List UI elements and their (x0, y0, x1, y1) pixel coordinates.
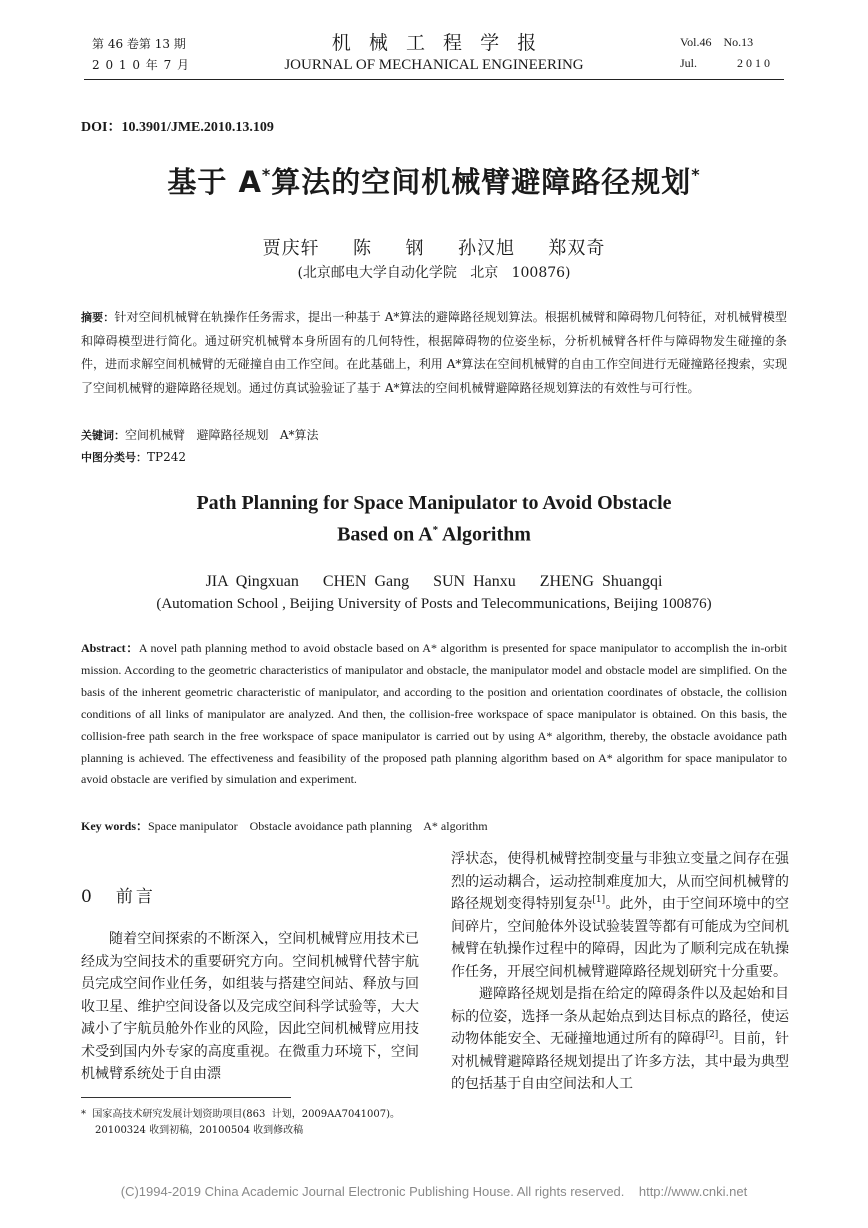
copyright-notice: (C)1994-2019 China Academic Journal Electronic Publishing House. All rights reserved. http://www.cnki.net (120, 1184, 748, 1199)
abstract-cn-label: 摘要： (81, 311, 115, 324)
authors-en: JIA Qingxuan CHEN Gang SUN Hanxu ZHENG Shuangqi (205, 573, 663, 590)
journal-name-en: JOURNAL OF MECHANICAL ENGINEERING (284, 57, 584, 73)
section-number: 0 (81, 887, 92, 907)
keywords-en-label: Key words： (81, 819, 148, 833)
citation-ref-1[interactable]: [1] (592, 895, 606, 905)
header-volume-cn: 第 46 卷第 13 期 (92, 37, 186, 51)
citation-ref-2[interactable]: [2] (705, 1030, 719, 1040)
clc-text: TP242 (147, 450, 186, 464)
footnote (81, 1107, 431, 1139)
paper-title-cn (0, 160, 868, 201)
body-column-left (81, 928, 419, 1086)
body-text: 。目前，针对机械臂避障路径规划提出了许多方法，其中最为典型的包括基于自由空间法和人工 (451, 1031, 790, 1092)
abstract-cn-text: 针对空间机械臂在轨操作任务需求，提出一种基于 A*算法的避障路径规划算法。根据机械臂和障碍物几何特征，对机械臂模型和障碍模型进行简化。通过研究机械臂本身所固有的几何特性，根据障碍物的位姿坐标，分析机械臂各杆件与障碍物发生碰撞的条件，进而求解空间机械臂的无碰撞自由工作空间。在此基础上，利用 A*算法在空间机械臂的自由工作空间进行无碰撞路径搜索，实现了空间机械臂的避障路径规划。通过仿真试验验证了基于 A*算法的空间机械臂避障路径规划算法的有效性与可行性。 (81, 310, 787, 395)
title-en-line2-a: Based on A (337, 523, 433, 546)
paper-title-en (0, 490, 868, 549)
keywords-cn-label: 关键词： (81, 429, 125, 442)
header-month-en: Jul. (680, 56, 698, 70)
title-en-line2-b: Algorithm (438, 523, 531, 546)
affiliation-cn: (北京邮电大学自动化学院 北京 100876) (297, 265, 571, 281)
body-column-right (451, 848, 789, 1096)
title-en-line1: Path Planning for Space Manipulator to Avoid Obstacle (196, 492, 672, 514)
section-heading (81, 882, 156, 907)
header-year-en: 2 0 1 0 (737, 56, 770, 70)
body-paragraph (451, 983, 789, 1096)
section-title: 前言 (115, 887, 156, 907)
footnote-line1: * 国家高技术研究发展计划资助项目(863 计划，2009AA7041007)。 (81, 1109, 401, 1120)
keywords-en-text: Space manipulator Obstacle avoidance path planning A* algorithm (148, 819, 488, 833)
title-cn-star: * (261, 165, 272, 184)
doi-link[interactable]: DOI：10.3901/JME.2010.13.109 (81, 120, 274, 135)
body-paragraph (451, 848, 789, 983)
abstract-en-text: A novel path planning method to avoid obstacle based on A* algorithm is presented for space manipulator to accomplish the in-orbit mission. According to the geometric characteristics of manipulator and obstacle, the manipulator model and obstacle model are simplified. On the basis of the inherent geometric characteristic of manipulator, and according to the position and orientation coordinates of obstacle, the collision conditions of all links of manipulator are analyzed. And then, the collision-free workspace of space manipulator is obtained. On this basis, the collision-free path search in the free workspace of space manipulator is carried out by using A* algorithm, thereby, the obstacle avoidance path planning is achieved. The effectiveness and feasibility of the proposed path planning algorithm based on A* algorithm for space manipulator to avoid obstacle are verified by simulation and experiment. (81, 641, 788, 787)
body-text: 浮状态，使得机械臂控制变量与非独立变量之间存在强烈的运动耦合，运动控制难度加大，从而空间机械臂的路径规划变得特别复杂 (451, 851, 789, 912)
affiliation-en: (Automation School , Beijing University of Posts and Telecommunications, Beijing 100876) (156, 596, 712, 612)
authors-cn: 贾庆轩 陈 钢 孙汉旭 郑双奇 (262, 238, 606, 259)
footnote-line2: 20100324 收到初稿，20100504 收到修改稿 (95, 1125, 304, 1136)
keywords-cn (81, 424, 787, 448)
abstract-en (81, 638, 787, 791)
title-footnote-mark[interactable]: * (691, 165, 701, 184)
body-text: 避障路径规划是指在给定的障碍条件以及起始和目标的位姿，选择一条从起始点到达目标点的路径，使运动物体能安全、无碰撞地通过所有的障碍 (451, 986, 789, 1047)
title-cn-part1: 基于 A (167, 165, 262, 199)
clc-label: 中图分类号： (81, 451, 147, 464)
header-rule (84, 79, 784, 80)
body-text: 。此外，由于空间环境中的空间碎片，空间舱体外设试验装置等都有可能成为空间机械臂在轨操作过程中的障碍，因此为了顺利完成在轨操作任务，开展空间机械臂避障路径规划研究十分重要。 (451, 896, 790, 980)
header-date-cn: 2 0 1 0 年 7 月 (92, 58, 191, 72)
title-en-star: * (432, 524, 439, 536)
journal-name-cn: 机 械 工 程 学 报 (331, 32, 537, 54)
clc-number (81, 446, 787, 470)
body-paragraph: 随着空间探索的不断深入，空间机械臂应用技术已经成为空间技术的重要研究方向。空间机械臂代替宇航员完成空间作业任务，如组装与搭建空间站、释放与回收卫星、维护空间设备以及完成空间科学试验等，大大减小了宇航员舱外作业的风险，因此空间机械臂应用技术受到国内外专家的高度重视。在微重力环境下，空间机械臂系统处于自由漂 (81, 931, 419, 1082)
header-volume-en: Vol.46 No.13 (680, 35, 754, 49)
footnote-rule (81, 1097, 291, 1098)
abstract-cn (81, 306, 787, 400)
title-cn-part2: 算法的空间机械臂避障路径规划 (271, 165, 692, 199)
keywords-cn-text: 空间机械臂 避障路径规划 A*算法 (125, 428, 319, 442)
title-en-line2 (0, 517, 868, 549)
abstract-en-label: Abstract： (81, 641, 139, 655)
keywords-en (81, 817, 787, 834)
